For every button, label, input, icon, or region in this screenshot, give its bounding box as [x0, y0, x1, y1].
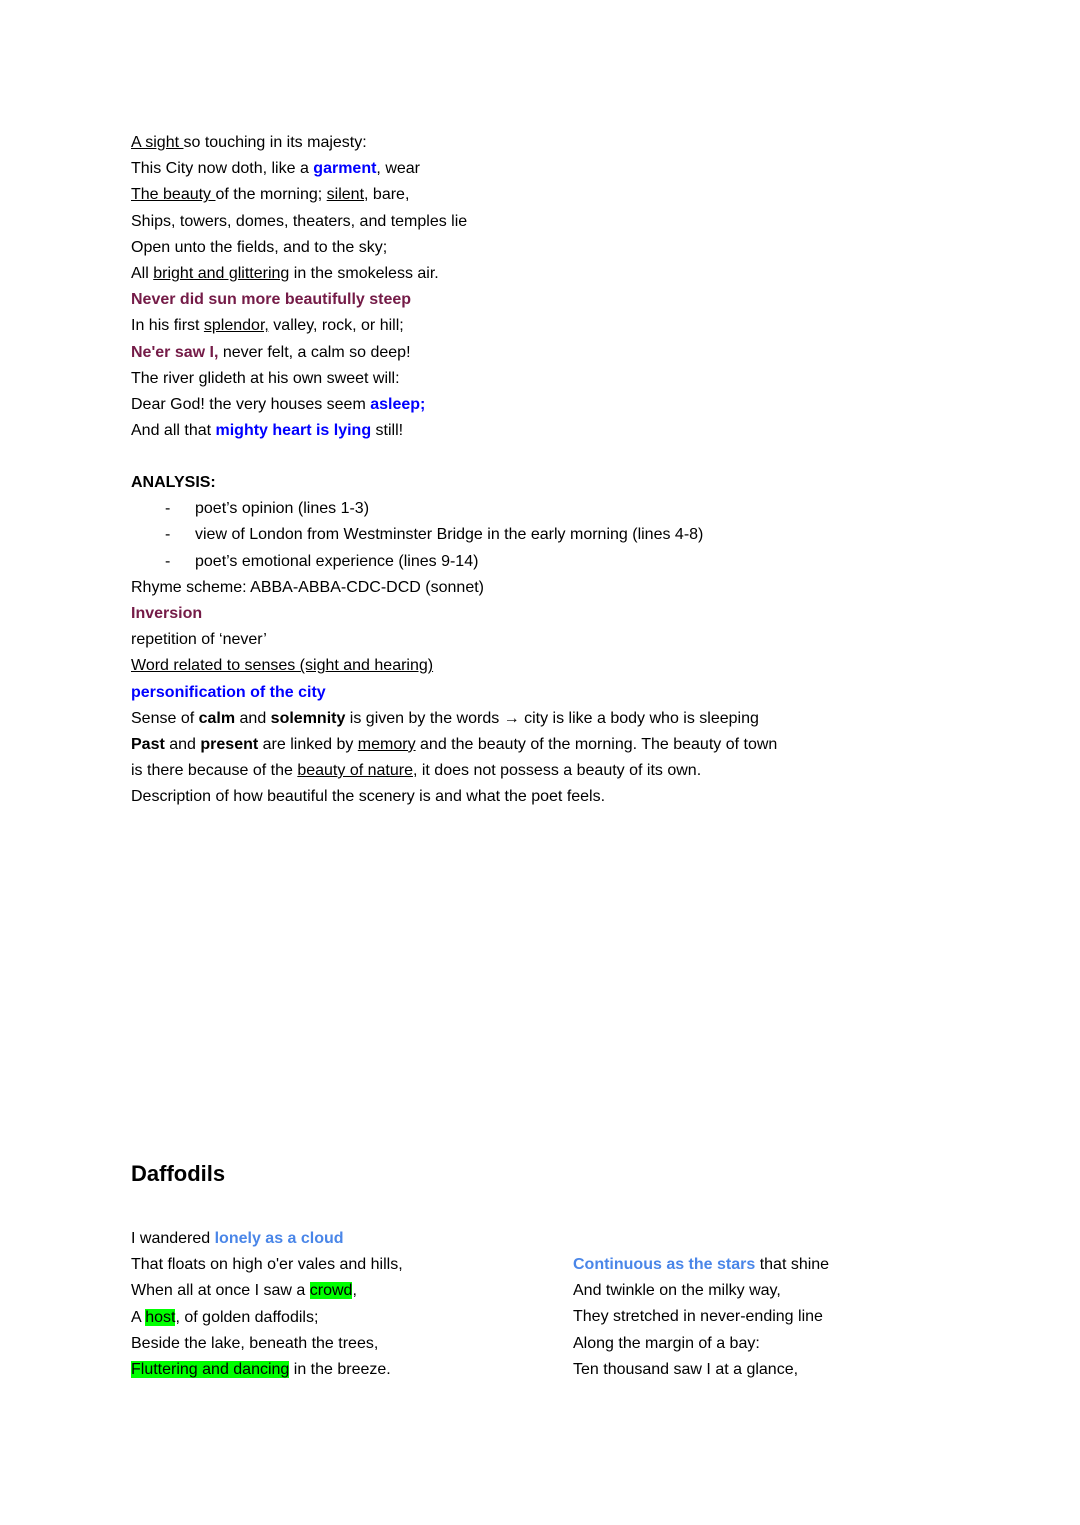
text-segment: I wandered [131, 1230, 215, 1247]
text-line [131, 392, 467, 418]
text-segment: of the morning; [215, 186, 327, 204]
text-line [131, 627, 777, 653]
text-segment: solemnity [270, 709, 346, 727]
text-line [131, 366, 467, 392]
text-line [131, 1252, 403, 1278]
text-segment: that shine [755, 1256, 830, 1273]
text-segment: Continuous as the stars [573, 1256, 756, 1273]
text-segment: In his first [131, 317, 204, 335]
text-line [131, 496, 777, 522]
text-line [131, 418, 467, 444]
text-segment: And twinkle on the milky way, [573, 1282, 781, 1300]
text-line [131, 340, 467, 366]
text-line [573, 1252, 829, 1278]
text-segment: is given by the words → city is like a body who is sleeping [345, 709, 759, 727]
text-segment: That floats on high o'er vales and hills, [131, 1256, 403, 1274]
text-segment: view of London from Westminster Bridge in the early morning (lines 4-8) [195, 526, 704, 544]
text-line [131, 732, 777, 758]
text-line [131, 182, 467, 208]
text-line [573, 1331, 829, 1357]
text-segment: never felt, a calm so deep! [218, 343, 411, 361]
text-segment: splendor, [203, 317, 269, 335]
text-line [131, 130, 467, 156]
text-line [131, 653, 777, 679]
text-segment: repetition of ‘never’ [131, 631, 267, 649]
text-line [131, 156, 467, 182]
text-line [131, 235, 467, 261]
text-segment: and the beauty of the morning. The beauty of town [415, 735, 778, 753]
text-line [131, 1278, 403, 1304]
text-segment: Sense of [131, 709, 199, 727]
text-segment: memory [357, 735, 416, 753]
text-segment: The river glideth at his own sweet will: [131, 369, 400, 387]
text-segment: They stretched in never-ending line [573, 1308, 823, 1326]
text-line [131, 261, 467, 287]
text-segment: is there because of the [131, 762, 298, 780]
text-line [131, 1226, 403, 1252]
text-segment: crowd [309, 1282, 353, 1300]
text-line [131, 601, 777, 627]
text-segment: host [145, 1308, 176, 1326]
text-segment: , [352, 1282, 357, 1300]
text-segment: personification of the city [131, 683, 326, 701]
text-segment: lonely as a cloud [214, 1230, 344, 1247]
text-segment: Ten thousand saw I at a glance, [573, 1360, 799, 1378]
text-segment: ANALYSIS: [131, 474, 216, 491]
text-line [131, 313, 467, 339]
text-segment: poet’s opinion (lines 1-3) [195, 500, 370, 518]
text-segment: Open unto the fields, and to the sky; [131, 238, 388, 256]
text-segment: When all at once I saw a [131, 1282, 310, 1300]
text-segment: poet’s emotional experience (lines 9-14) [195, 552, 479, 570]
text-segment: and [164, 735, 201, 753]
text-segment: , bare, [364, 186, 410, 204]
text-segment: so touching in its majesty: [183, 134, 367, 151]
text-line [131, 549, 777, 575]
text-segment: Ships, towers, domes, theaters, and temples lie [131, 212, 468, 230]
text-segment: are linked by [258, 735, 358, 753]
text-line [573, 1278, 829, 1304]
text-line [131, 470, 777, 496]
text-segment: Beside the lake, beneath the trees, [131, 1334, 379, 1352]
daffodils-stanza-2 [573, 1252, 829, 1383]
daffodils-stanza-1 [131, 1226, 403, 1383]
text-segment: Fluttering and dancing [131, 1360, 290, 1378]
text-segment: The beauty [131, 186, 216, 204]
text-line [131, 575, 777, 601]
text-segment: garment [313, 160, 377, 178]
text-segment: Never did sun more beautifully steep [131, 291, 412, 309]
analysis-section [131, 470, 777, 810]
text-segment: This City now doth, like a [131, 160, 314, 178]
text-segment: present [200, 735, 259, 753]
text-line [131, 209, 467, 235]
text-line [131, 287, 467, 313]
text-segment: valley, rock, or hill; [268, 317, 404, 335]
text-line [131, 784, 777, 810]
text-segment: and [235, 709, 271, 727]
text-segment: , it does not possess a beauty of its own. [412, 762, 702, 780]
text-line [131, 522, 777, 548]
text-segment: Dear God! the very houses seem [131, 395, 371, 413]
text-line [131, 706, 777, 732]
text-line [131, 758, 777, 784]
text-segment: in the breeze. [289, 1360, 391, 1378]
text-line [131, 1305, 403, 1331]
text-segment: Along the margin of a bay: [573, 1334, 760, 1352]
text-segment: beauty of nature [297, 762, 413, 780]
text-segment: mighty heart is lying [215, 422, 372, 440]
bullet-dash: - [165, 526, 171, 544]
text-line [131, 1357, 403, 1383]
text-segment: calm [198, 709, 236, 727]
text-segment: , of golden daffodils; [175, 1308, 319, 1326]
bullet-dash: - [165, 552, 171, 570]
text-segment: Past [131, 735, 165, 753]
daffodils-heading: Daffodils [131, 1161, 226, 1186]
text-segment: still! [371, 422, 404, 440]
text-segment: , wear [376, 160, 420, 178]
text-segment: Description of how beautiful the scenery is and what the poet feels. [131, 788, 606, 806]
text-segment: And all that [131, 422, 216, 440]
text-segment: Rhyme scheme: ABBA-ABBA-CDC-DCD (sonnet) [131, 578, 484, 596]
text-segment: A sight [131, 134, 184, 151]
text-segment: Ne'er saw I, [131, 343, 219, 361]
text-segment: bright and glittering [153, 264, 290, 282]
text-segment: All [131, 264, 154, 282]
text-segment: Inversion [131, 604, 203, 622]
text-segment: silent [326, 186, 365, 204]
bullet-dash: - [165, 500, 171, 518]
text-segment: A [131, 1308, 146, 1326]
text-segment: asleep; [370, 395, 426, 413]
sonnet-excerpt [131, 130, 467, 444]
text-segment: in the smokeless air. [289, 264, 439, 282]
text-line [573, 1357, 829, 1383]
text-line [131, 680, 777, 706]
text-segment: Word related to senses (sight and hearing) [131, 657, 434, 675]
text-line [573, 1304, 829, 1330]
text-line [131, 1331, 403, 1357]
